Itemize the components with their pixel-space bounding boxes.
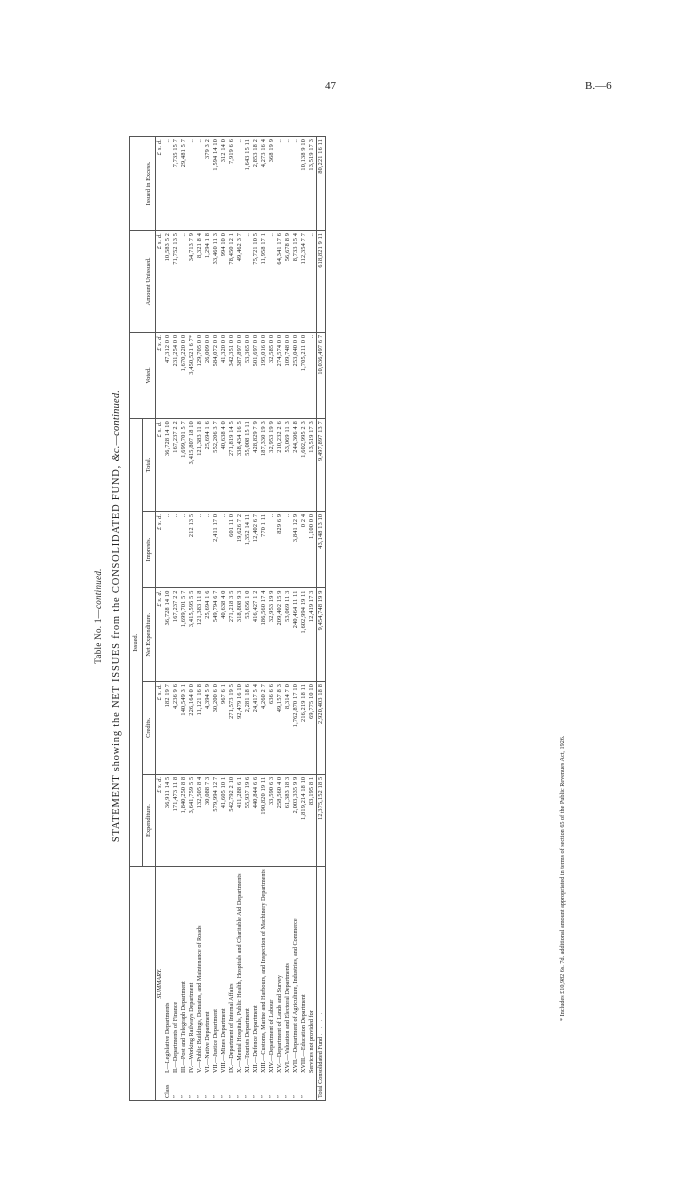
cell-voted: 41,320 0 0 (220, 332, 228, 418)
cell-excess: .. (164, 137, 172, 231)
cell-expenditure: 1,819,214 18 10 (300, 774, 308, 867)
total-total: 9,497,897 13 7 (317, 419, 326, 512)
cell-total: 210,232 2 6 (276, 419, 284, 512)
cell-total: 121,383 11 8 (196, 419, 204, 512)
table-row (268, 137, 276, 1101)
total-excess: 80,221 16 11 (317, 137, 326, 231)
cell-imprests: 601 11 0 (228, 511, 236, 588)
cell-expenditure: 41,605 10 1 (220, 774, 228, 867)
cell-unissued: 33,460 11 3 (212, 230, 220, 332)
cell-credits: 4,236 9 6 (172, 682, 180, 775)
table-row (260, 137, 268, 1101)
cell-expenditure: 33,590 6 3 (268, 774, 276, 867)
cell-credits: 967 6 1 (220, 682, 228, 775)
units-credits: £ s. d. (156, 682, 165, 775)
row-class: ” (252, 1095, 259, 1098)
row-label (196, 867, 204, 1101)
cell-voted: 342,351 0 0 (228, 332, 236, 418)
row-class: ” (236, 1095, 243, 1098)
cell-excess: .. (236, 137, 244, 231)
row-department: V.—Public Buildings, Domains, and Maintenance of Roads (196, 925, 203, 1073)
cell-voted: 231,254 0 0 (172, 332, 180, 418)
cell-imprests: .. (220, 511, 228, 588)
cell-excess: 7,735 15 7 (172, 137, 180, 231)
cell-unissued: .. (268, 230, 276, 332)
row-label (276, 867, 284, 1101)
cell-total: 55,008 15 11 (244, 419, 252, 512)
row-class: Class (164, 1084, 171, 1098)
cell-excess: .. (292, 137, 300, 231)
cell-voted: 53,365 0 0 (244, 332, 252, 418)
table-row (236, 137, 244, 1101)
cell-total: 1,699,701 5 7 (180, 419, 188, 512)
cell-net-expenditure: 3,415,595 5 5 (188, 588, 196, 682)
rotated-statement (93, 116, 573, 1116)
cell-excess: 1,643 15 11 (244, 137, 252, 231)
cell-net-expenditure: 271,218 3 5 (228, 588, 236, 682)
row-label (212, 867, 220, 1101)
header-issued: Issued. (130, 419, 143, 867)
header-voted: Voted. (130, 332, 156, 418)
cell-unissued: 56,678 8 9 (284, 230, 292, 332)
units-imprests: £ s. d. (156, 511, 165, 588)
row-label (228, 867, 236, 1101)
cell-unissued: 10,583 5 2 (164, 230, 172, 332)
cell-voted: .. (308, 332, 317, 418)
row-department: IX.—Department of Internal Affairs (228, 983, 235, 1073)
cell-excess: .. (188, 137, 196, 231)
row-class: ” (196, 1095, 203, 1098)
cell-imprests: 770 1 11 (260, 511, 268, 588)
cell-expenditure: 61,383 18 3 (284, 774, 292, 867)
row-class: ” (180, 1095, 187, 1098)
header-net-expenditure: Net Expenditure. (143, 588, 156, 682)
cell-credits: 216,219 18 11 (300, 682, 308, 775)
cell-voted: 501,697 0 0 (252, 332, 260, 418)
cell-credits: 4,394 5 9 (204, 682, 212, 775)
cell-net-expenditure: 416,427 1 2 (252, 588, 260, 682)
header-amount-unissued: Amount Unissued. (130, 230, 156, 332)
cell-expenditure: 579,994 12 7 (212, 774, 220, 867)
cell-excess: 29,481 5 7 (180, 137, 188, 231)
cell-unissued: 49,462 3 7 (236, 230, 244, 332)
cell-net-expenditure: 549,794 6 7 (212, 588, 220, 682)
page-reference: B.—6 (585, 80, 612, 92)
footnote: * Includes £10,982 6s. 7d. additional amount appropriated in terms of section 65 of the Public Revenues Act, 1926. (559, 735, 566, 1021)
row-department: XII.—Defence Department (252, 1005, 259, 1073)
cell-unissued: 11,958 17 1 (260, 230, 268, 332)
total-net-expenditure: 9,454,748 19 9 (317, 588, 326, 682)
cell-credits: 69,775 10 10 (308, 682, 317, 775)
cell-total: 32,953 19 9 (268, 419, 276, 512)
row-department: XV.—Department of Lands and Survey (276, 974, 283, 1073)
row-department: VI.—Native Department (204, 1011, 211, 1073)
cell-net-expenditure: 53,069 11 3 (284, 588, 292, 682)
row-department: VIII.—Mines Department (220, 1008, 227, 1073)
cell-net-expenditure: 1,602,994 19 11 (300, 588, 308, 682)
statement-heading: STATEMENT showing the NET ISSUES from the CONSOLIDATED FUND, &c.—continued. (111, 389, 122, 843)
units-net: £ s. d. (156, 588, 165, 682)
table-row (276, 137, 284, 1101)
table-row (204, 137, 212, 1101)
cell-imprests: .. (196, 511, 204, 588)
table-row (212, 137, 220, 1101)
header-imprests: Imprests. (143, 511, 156, 588)
row-class: ” (188, 1095, 195, 1098)
cell-total: 338,434 16 5 (236, 419, 244, 512)
cell-imprests: 12,402 6 7 (252, 511, 260, 588)
row-class: ” (284, 1095, 291, 1098)
table-row (172, 137, 180, 1101)
total-voted: 10,036,497 6 7 (317, 332, 326, 418)
cell-net-expenditure: 186,560 17 4 (260, 588, 268, 682)
row-label (164, 867, 172, 1101)
cell-credits: 8,314 7 0 (284, 682, 292, 775)
table-row (292, 137, 300, 1101)
header-issued-in-excess: Issued in Excess. (130, 137, 156, 231)
total-imprests: 43,148 13 10 (317, 511, 326, 588)
cell-unissued: 8,321 8 4 (196, 230, 204, 332)
cell-total: 428,829 7 9 (252, 419, 260, 512)
row-department: I.—Legislative Departments (164, 1002, 171, 1073)
cell-excess: 368 19 9 (268, 137, 276, 231)
cell-expenditure: 36,911 14 5 (164, 774, 172, 867)
cell-voted: 1,670,220 0 0 (180, 332, 188, 418)
cell-net-expenditure: 36,728 14 10 (164, 588, 172, 682)
statement-table (129, 136, 326, 1101)
cell-net-expenditure: 209,402 15 9 (276, 588, 284, 682)
cell-total: 25,694 1 6 (204, 419, 212, 512)
row-department: II.—Departments of Finance (172, 1001, 179, 1073)
cell-total: 271,819 14 5 (228, 419, 236, 512)
row-label (244, 867, 252, 1101)
page-number: 47 (325, 80, 336, 92)
table-row (284, 137, 292, 1101)
cell-total: 1,602,995 2 3 (300, 419, 308, 512)
cell-imprests: 2,411 17 0 (212, 511, 220, 588)
row-label (308, 867, 317, 1101)
cell-credits: 92,479 16 10 (236, 682, 244, 775)
row-class: ” (204, 1095, 211, 1098)
cell-credits: 11,121 16 8 (196, 682, 204, 775)
row-label (204, 867, 212, 1101)
cell-excess: 312 14 0 (220, 137, 228, 231)
cell-unissued: 34,713 7 9 (188, 230, 196, 332)
cell-excess: 1,594 14 10 (212, 137, 220, 231)
cell-excess: .. (284, 137, 292, 231)
cell-expenditure: 55,937 19 6 (244, 774, 252, 867)
cell-excess: 7,919 6 6 (228, 137, 236, 231)
cell-voted: 387,897 0 0 (236, 332, 244, 418)
cell-voted: 129,705 0 0 (196, 332, 204, 418)
cell-credits: 1,762,870 17 10 (292, 682, 300, 775)
row-label (172, 867, 180, 1101)
row-label (236, 867, 244, 1101)
cell-total: 167,237 2 2 (172, 419, 180, 512)
row-department: XIII.—Customs, Marine and Harbours, and Inspection of Machinery Departments (260, 869, 267, 1073)
cell-voted: 1,705,211 0 0 (300, 332, 308, 418)
cell-expenditure: 30,088 7 3 (204, 774, 212, 867)
cell-expenditure: 83,195 8 1 (308, 774, 317, 867)
header-credits: Credits. (143, 682, 156, 775)
cell-imprests: 3,841 12 9 (292, 511, 300, 588)
cell-excess: 13,519 17 3 (308, 137, 317, 231)
cell-credits: 4,260 2 7 (260, 682, 268, 775)
cell-excess: 4,273 16 4 (260, 137, 268, 231)
row-label (220, 867, 228, 1101)
cell-net-expenditure: 240,464 11 11 (292, 588, 300, 682)
table-number: Table No. 1—continued. (93, 568, 103, 664)
header-row-1 (130, 137, 143, 1101)
cell-expenditure: 171,473 11 8 (172, 774, 180, 867)
cell-imprests: 829 6 9 (276, 511, 284, 588)
cell-voted: 32,585 0 0 (268, 332, 276, 418)
table-row (188, 137, 196, 1101)
row-department: XVIII.—Education Department (300, 994, 307, 1073)
cell-credits: 182 19 7 (164, 682, 172, 775)
cell-excess: .. (276, 137, 284, 231)
row-department: Services not provided for (308, 1010, 315, 1073)
cell-unissued: 8,733 15 4 (292, 230, 300, 332)
row-label (252, 867, 260, 1101)
row-class: ” (300, 1095, 307, 1098)
cell-expenditure: 258,560 4 0 (276, 774, 284, 867)
header-total: Total. (143, 419, 156, 512)
total-credits: 2,920,403 18 8 (317, 682, 326, 775)
row-class: ” (172, 1095, 179, 1098)
row-label (268, 867, 276, 1101)
cell-credits: 226,164 0 0 (188, 682, 196, 775)
cell-imprests: .. (180, 511, 188, 588)
cell-total: 244,306 4 8 (292, 419, 300, 512)
cell-expenditure: 190,820 19 11 (260, 774, 268, 867)
cell-credits: 24,417 5 4 (252, 682, 260, 775)
cell-total: 3,415,807 18 10 (188, 419, 196, 512)
row-label (188, 867, 196, 1101)
units-row (156, 137, 165, 1101)
table-row (244, 137, 252, 1101)
units-voted: £ s. d. (156, 332, 165, 418)
cell-unissued: .. (244, 230, 252, 332)
statement-body (156, 137, 317, 1101)
table-row (252, 137, 260, 1101)
cell-imprests: .. (204, 511, 212, 588)
header-summary-blank (130, 867, 156, 1101)
cell-net-expenditure: 40,638 4 0 (220, 588, 228, 682)
cell-net-expenditure: 167,237 2 2 (172, 588, 180, 682)
row-department: IV.—Working Railways Department (188, 982, 195, 1073)
cell-excess: 379 3 2 (204, 137, 212, 231)
cell-expenditure: 440,844 6 6 (252, 774, 260, 867)
table-row (164, 137, 172, 1101)
row-department: XVI.—Valuation and Electoral Departments (284, 963, 291, 1073)
table-row (196, 137, 204, 1101)
table-row (308, 137, 317, 1101)
cell-credits: 271,573 19 5 (228, 682, 236, 775)
cell-voted: 274,574 0 0 (276, 332, 284, 418)
row-class: ” (212, 1095, 219, 1098)
cell-excess: 10,138 9 10 (300, 137, 308, 231)
cell-net-expenditure: 32,953 19 9 (268, 588, 276, 682)
cell-excess: .. (196, 137, 204, 231)
cell-credits: 636 6 6 (268, 682, 276, 775)
cell-unissued: 78,450 12 1 (228, 230, 236, 332)
cell-unissued: 71,752 13 5 (172, 230, 180, 332)
cell-imprests: .. (164, 511, 172, 588)
cell-credits: 49,157 8 3 (276, 682, 284, 775)
cell-imprests: 212 13 5 (188, 511, 196, 588)
table-row (180, 137, 188, 1101)
cell-excess: 2,853 18 2 (252, 137, 260, 231)
cell-total: 36,728 14 10 (164, 419, 172, 512)
row-department: XIV.—Department of Labour (268, 999, 275, 1073)
cell-total: 40,638 4 0 (220, 419, 228, 512)
cell-voted: 195,016 0 0 (260, 332, 268, 418)
row-department: XI.—Tourists Department (244, 1008, 251, 1073)
cell-expenditure: 1,840,250 8 8 (180, 774, 188, 867)
total-unissued: 618,821 9 11 (317, 230, 326, 332)
cell-unissued: 75,721 10 5 (252, 230, 260, 332)
total-label: Total Consolidated Fund . . . . (317, 867, 326, 1101)
cell-expenditure: 2,003,335 9 9 (292, 774, 300, 867)
cell-imprests: .. (172, 511, 180, 588)
total-expenditure: 12,375,152 18 5 (317, 774, 326, 867)
units-unissued: £ s. d. (156, 230, 165, 332)
units-expenditure: £ s. d. (156, 774, 165, 867)
units-excess: £ s. d. (156, 137, 165, 231)
cell-unissued: .. (180, 230, 188, 332)
cell-unissued: 64,341 17 6 (276, 230, 284, 332)
cell-net-expenditure: 121,383 11 8 (196, 588, 204, 682)
cell-unissued: .. (308, 230, 317, 332)
cell-voted: 26,009 0 0 (204, 332, 212, 418)
cell-imprests: 0 2 4 (300, 511, 308, 588)
header-expenditure: Expenditure. (143, 774, 156, 867)
cell-imprests: 1,352 14 11 (244, 511, 252, 588)
cell-total: 187,330 19 3 (260, 419, 268, 512)
table-row (300, 137, 308, 1101)
cell-unissued: 1,294 1 8 (204, 230, 212, 332)
row-department: X.—Mental Hospitals, Public Health, Hospitals and Charitable Aid Departments (236, 873, 243, 1073)
cell-expenditure: 3,641,759 5 5 (188, 774, 196, 867)
cell-total: 13,519 17 3 (308, 419, 317, 512)
cell-expenditure: 542,792 2 10 (228, 774, 236, 867)
cell-net-expenditure: 12,419 17 3 (308, 588, 317, 682)
row-department: VII.—Justice Department (212, 1009, 219, 1073)
cell-net-expenditure: 318,808 9 3 (236, 588, 244, 682)
cell-expenditure: 132,505 8 4 (196, 774, 204, 867)
cell-imprests: .. (284, 511, 292, 588)
cell-expenditure: 411,288 6 1 (236, 774, 244, 867)
cell-voted: 47,312 0 0 (164, 332, 172, 418)
summary-label: SUMMARY. (156, 867, 165, 1101)
row-label (260, 867, 268, 1101)
cell-voted: 109,748 0 0 (284, 332, 292, 418)
cell-net-expenditure: 53,656 1 0 (244, 588, 252, 682)
row-class: ” (276, 1095, 283, 1098)
cell-imprests: 1,100 0 0 (308, 511, 317, 588)
table-row (220, 137, 228, 1101)
cell-voted: 584,072 0 0 (212, 332, 220, 418)
cell-net-expenditure: 25,694 1 6 (204, 588, 212, 682)
row-class: ” (220, 1095, 227, 1098)
row-label (300, 867, 308, 1101)
cell-unissued: 994 10 0 (220, 230, 228, 332)
cell-total: 53,069 11 3 (284, 419, 292, 512)
cell-voted: 253,040 0 0 (292, 332, 300, 418)
row-class: ” (260, 1095, 267, 1098)
row-class: ” (292, 1095, 299, 1098)
total-row (317, 137, 326, 1101)
row-class: ” (228, 1095, 235, 1098)
cell-imprests: 19,626 7 2 (236, 511, 244, 588)
cell-voted: 3,450,521 6 7* (188, 332, 196, 418)
units-total: £ s. d. (156, 419, 165, 512)
cell-net-expenditure: 1,699,701 5 7 (180, 588, 188, 682)
cell-imprests: .. (268, 511, 276, 588)
cell-unissued: 112,354 7 7 (300, 230, 308, 332)
cell-credits: 140,549 3 1 (180, 682, 188, 775)
row-class: ” (268, 1095, 275, 1098)
row-label (284, 867, 292, 1101)
table-row (228, 137, 236, 1101)
row-label (180, 867, 188, 1101)
cell-credits: 2,281 18 6 (244, 682, 252, 775)
cell-total: 552,206 3 7 (212, 419, 220, 512)
row-label (292, 867, 300, 1101)
row-department: XVII.—Department of Agriculture, Industries, and Commerce (292, 918, 299, 1073)
cell-credits: 30,200 6 0 (212, 682, 220, 775)
row-department: III.—Post and Telegraph Department (180, 981, 187, 1073)
row-class: ” (244, 1095, 251, 1098)
